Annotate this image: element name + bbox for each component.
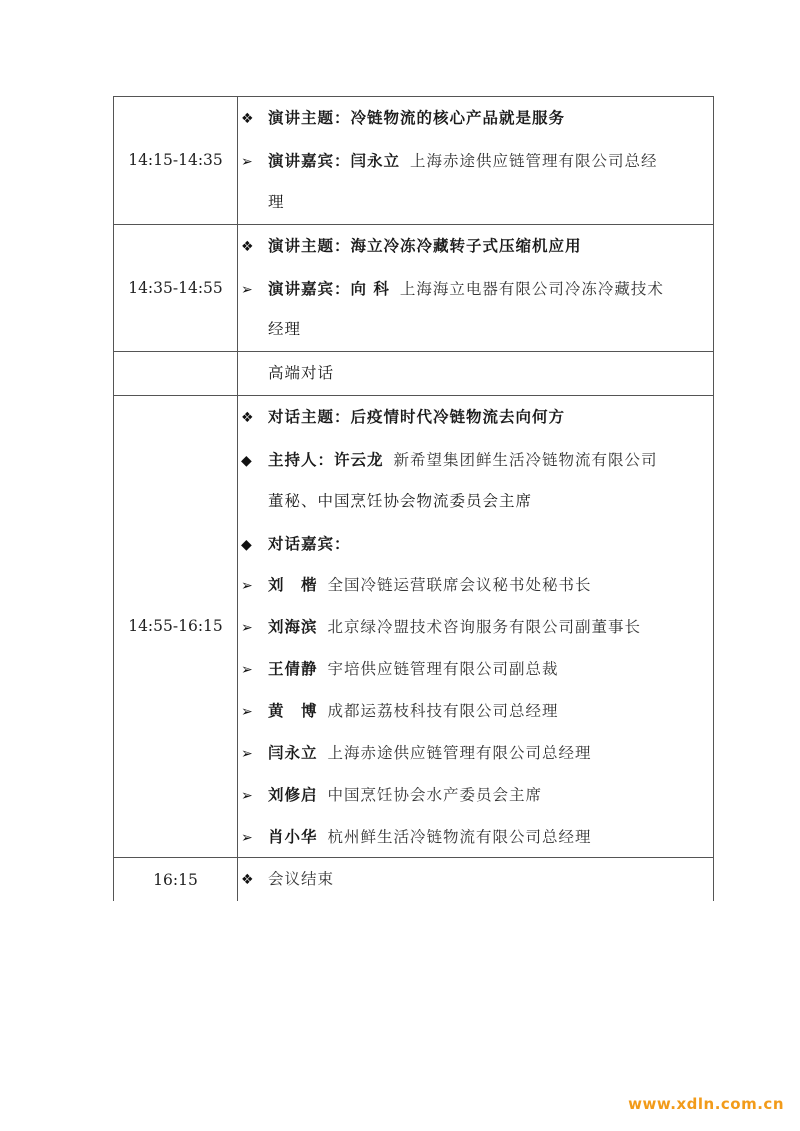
section-title: 高端对话 [268, 364, 335, 382]
site-watermark: www.xdln.com.cn [628, 1095, 784, 1113]
panel-guest: ➢ 刘 楷 全国冷链运营联席会议秘书处秘书长 [241, 574, 592, 597]
solid-diamond-bullet-icon: ◆ [241, 537, 253, 553]
table-border-left [113, 96, 114, 901]
panel-guest: ➢ 刘海滨 北京绿冷盟技术咨询服务有限公司副董事长 [241, 616, 641, 639]
panel-guest: ➢ 闫永立 上海赤途供应链管理有限公司总经理 [241, 742, 592, 765]
diamond-bullet-icon: ❖ [241, 111, 255, 127]
host-org-continued: 董秘、中国烹饪协会物流委员会主席 [268, 492, 533, 510]
panel-guests-heading: ◆ 对话嘉宾： [241, 533, 351, 556]
panel-guest: ➢ 肖小华 杭州鲜生活冷链物流有限公司总经理 [241, 826, 592, 849]
arrow-bullet-icon: ➢ [241, 746, 254, 762]
panel-guest: ➢ 黄 博 成都运荔枝科技有限公司总经理 [241, 700, 559, 723]
talk-speaker: ➢ 演讲嘉宾：向 科 上海海立电器有限公司冷冻冷藏技术 [241, 278, 664, 301]
speaker-org-continued: 理 [268, 193, 285, 211]
diamond-bullet-icon: ❖ [241, 410, 255, 426]
time-slot: 16:15 [153, 871, 198, 889]
talk-speaker: ➢ 演讲嘉宾：闫永立 上海赤途供应链管理有限公司总经 [241, 150, 658, 173]
panel-host: ◆ 主持人：许云龙 新希望集团鲜生活冷链物流有限公司 [241, 449, 658, 472]
diamond-bullet-icon: ❖ [241, 872, 255, 888]
solid-diamond-bullet-icon: ◆ [241, 453, 253, 469]
panel-topic: ❖ 对话主题：后疫情时代冷链物流去向何方 [241, 406, 565, 429]
row-divider [113, 857, 714, 858]
arrow-bullet-icon: ➢ [241, 788, 254, 804]
arrow-bullet-icon: ➢ [241, 282, 254, 298]
panel-guest: ➢ 刘修启 中国烹饪协会水产委员会主席 [241, 784, 542, 807]
talk-topic: ❖ 演讲主题：冷链物流的核心产品就是服务 [241, 107, 565, 130]
time-slot: 14:55-16:15 [128, 617, 223, 635]
arrow-bullet-icon: ➢ [241, 154, 254, 170]
time-slot: 14:15-14:35 [128, 151, 223, 169]
table-border-right [713, 96, 714, 901]
talk-topic: ❖ 演讲主题：海立冷冻冷藏转子式压缩机应用 [241, 235, 582, 258]
column-divider [237, 96, 238, 901]
arrow-bullet-icon: ➢ [241, 662, 254, 678]
row-divider [113, 395, 714, 396]
diamond-bullet-icon: ❖ [241, 239, 255, 255]
time-slot: 14:35-14:55 [128, 279, 223, 297]
closing-item: ❖ 会议结束 [241, 868, 334, 891]
arrow-bullet-icon: ➢ [241, 620, 254, 636]
panel-guest: ➢ 王倩静 宇培供应链管理有限公司副总裁 [241, 658, 559, 681]
arrow-bullet-icon: ➢ [241, 578, 254, 594]
row-divider [113, 224, 714, 225]
row-divider [113, 351, 714, 352]
arrow-bullet-icon: ➢ [241, 704, 254, 720]
table-border-top [113, 96, 714, 97]
speaker-org-continued: 经理 [268, 320, 302, 338]
arrow-bullet-icon: ➢ [241, 830, 254, 846]
